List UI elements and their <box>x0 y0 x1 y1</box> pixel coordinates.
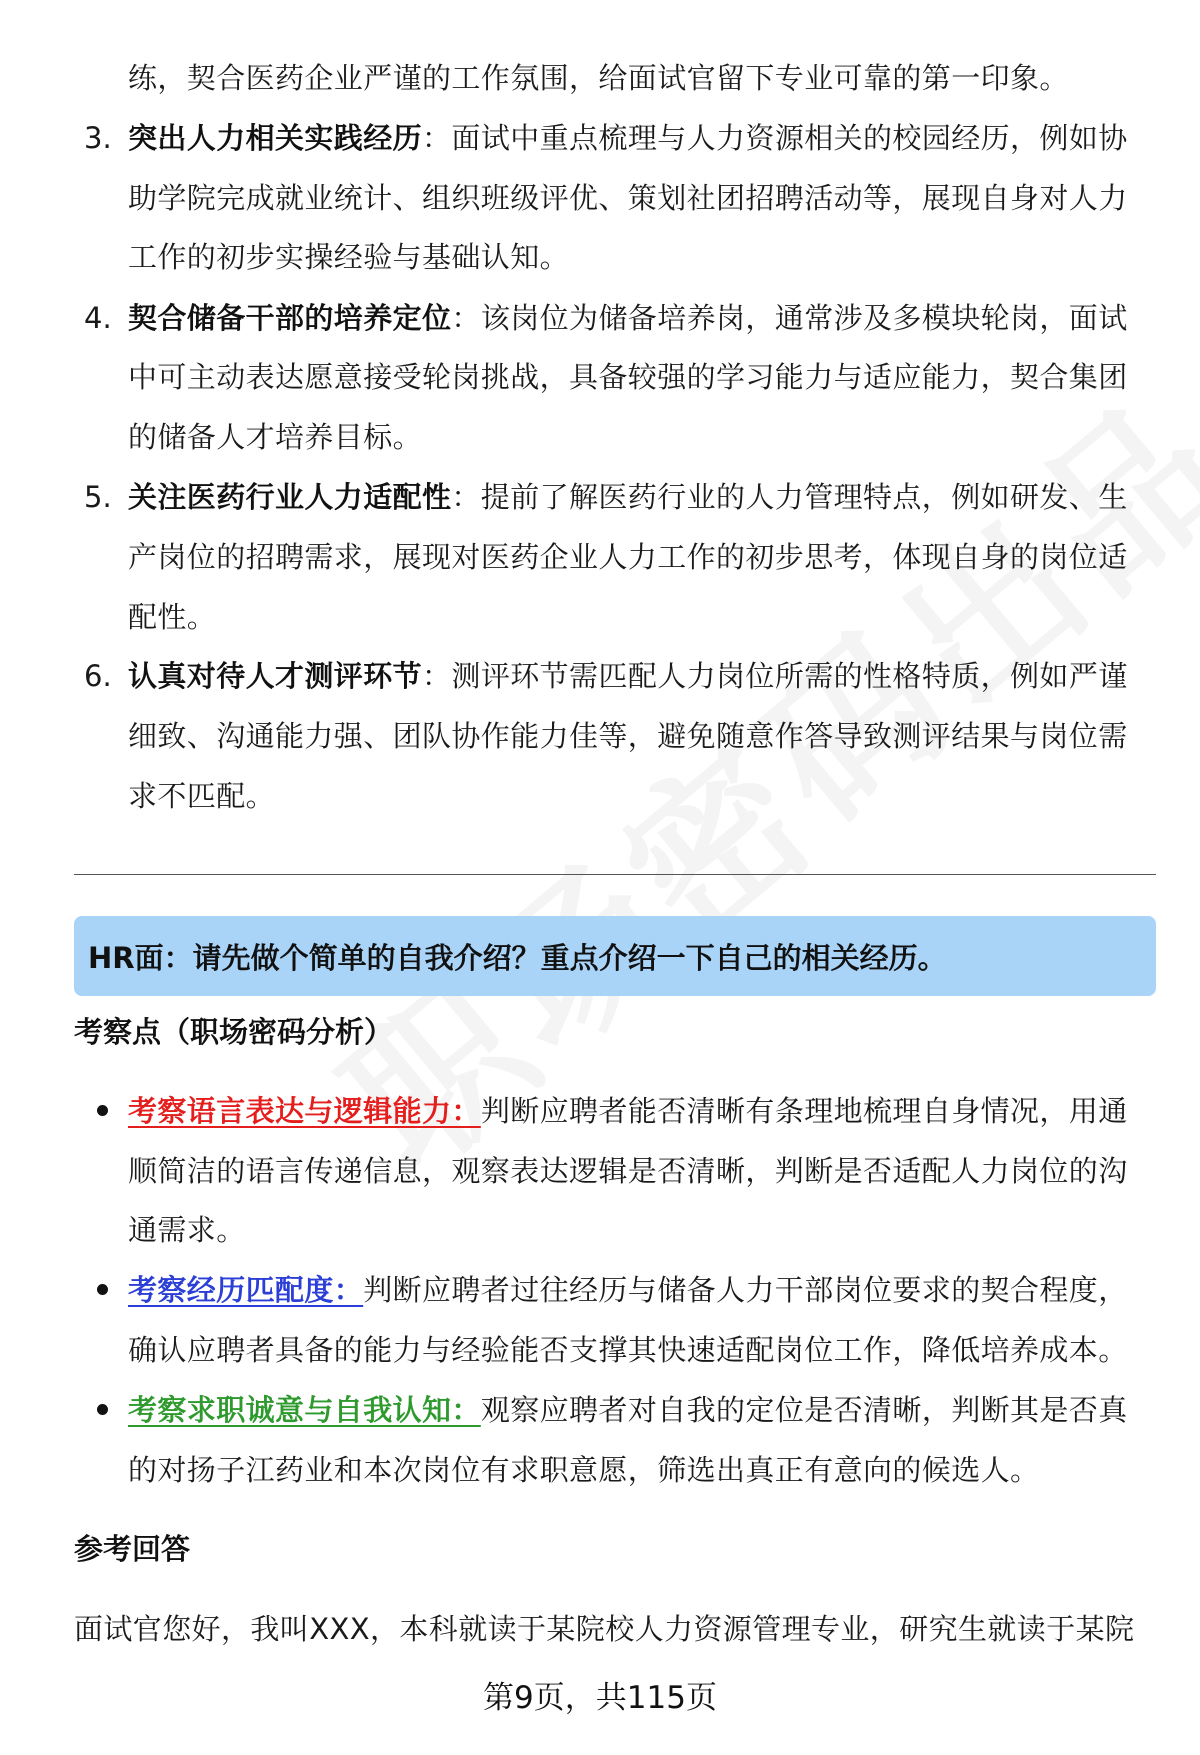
point-text: 判断应聘者能否清晰有条理地梳理自身情况，用通 <box>480 1094 1128 1128</box>
list-item-title: 突出人力相关实践经历 <box>128 121 423 155</box>
point-keyword: 考察求职诚意与自我认知： <box>128 1393 481 1427</box>
point-keyword: 考察语言表达与逻辑能力： <box>128 1094 481 1128</box>
list-item-text: 工作的初步实操经验与基础认知。 <box>128 240 570 274</box>
analysis-title: 考察点（职场密码分析） <box>74 1015 394 1049</box>
list-item-title: 认真对待人才测评环节 <box>128 659 423 693</box>
intro-line: 练，契合医药企业严谨的工作氛围，给面试官留下专业可靠的第一印象。 <box>128 61 1069 95</box>
bullet-icon <box>97 1404 108 1415</box>
list-item-text: 助学院完成就业统计、组织班级评优、策划社团招聘活动等，展现自身对人力 <box>128 181 1128 215</box>
section-divider <box>74 874 1156 875</box>
list-number: 5. <box>84 480 112 514</box>
list-item-text: ：面试中重点梳理与人力资源相关的校园经历，例如协 <box>422 121 1128 155</box>
list-number: 3. <box>84 121 112 155</box>
bullet-icon <box>97 1284 108 1295</box>
point-keyword: 考察经历匹配度： <box>128 1273 364 1307</box>
question-title: HR面：请先做个简单的自我介绍？重点介绍一下自己的相关经历。 <box>88 941 947 975</box>
list-item-text: 求不匹配。 <box>128 779 276 813</box>
point-text: 顺简洁的语言传递信息，观察表达逻辑是否清晰，判断是否适配人力岗位的沟 <box>128 1154 1128 1188</box>
list-number: 6. <box>84 659 112 693</box>
answer-title: 参考回答 <box>74 1532 191 1566</box>
answer-text: 面试官您好，我叫XXX，本科就读于某院校人力资源管理专业，研究生就读于某院 <box>74 1612 1135 1646</box>
point-text: 的对扬子江药业和本次岗位有求职意愿，筛选出真正有意向的候选人。 <box>128 1453 1040 1487</box>
list-item-text: 的储备人才培养目标。 <box>128 420 423 454</box>
bullet-icon <box>97 1105 108 1116</box>
list-item-text: 配性。 <box>128 600 217 634</box>
list-item-text: 细致、沟通能力强、团队协作能力佳等，避免随意作答导致测评结果与岗位需 <box>128 719 1128 753</box>
point-text: 确认应聘者具备的能力与经验能否支撑其快速适配岗位工作，降低培养成本。 <box>128 1333 1128 1367</box>
point-text: 判断应聘者过往经历与储备人力干部岗位要求的契合程度， <box>363 1273 1128 1307</box>
list-number: 4. <box>84 301 112 335</box>
list-item-title: 关注医药行业人力适配性 <box>128 480 452 514</box>
point-text: 观察应聘者对自我的定位是否清晰，判断其是否真 <box>480 1393 1128 1427</box>
list-item-text: 中可主动表达愿意接受轮岗挑战，具备较强的学习能力与适应能力，契合集团 <box>128 360 1128 394</box>
list-item-text: 产岗位的招聘需求，展现对医药企业人力工作的初步思考，体现自身的岗位适 <box>128 540 1128 574</box>
page-number: 第9页，共115页 <box>483 1680 717 1716</box>
watermark <box>288 332 1200 1214</box>
list-item-title: 契合储备干部的培养定位 <box>128 301 452 335</box>
list-item-text: ：测评环节需匹配人力岗位所需的性格特质，例如严谨 <box>422 659 1128 693</box>
point-text: 通需求。 <box>128 1213 246 1247</box>
list-item-text: ：提前了解医药行业的人力管理特点，例如研发、生 <box>451 480 1128 514</box>
list-item-text: ：该岗位为储备培养岗，通常涉及多模块轮岗，面试 <box>451 301 1128 335</box>
